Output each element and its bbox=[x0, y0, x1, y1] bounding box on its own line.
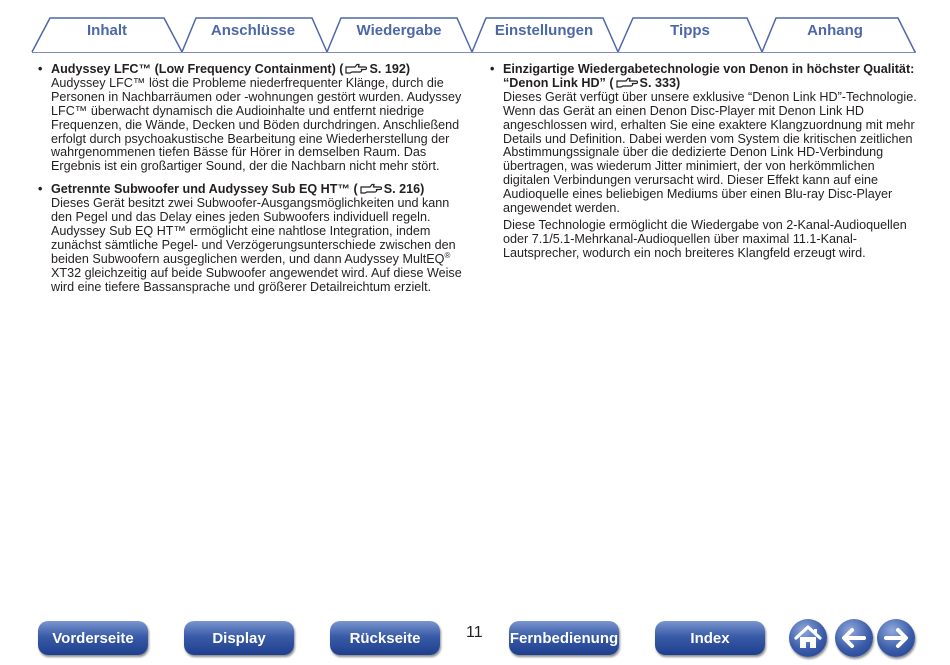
tab-wiedergabe[interactable]: Wiedergabe bbox=[356, 22, 442, 39]
tab-anhang[interactable]: Anhang bbox=[807, 22, 863, 39]
left-column bbox=[38, 63, 466, 304]
display-button[interactable]: Display bbox=[184, 621, 294, 655]
remote-control-button[interactable]: Fernbedienung bbox=[509, 621, 619, 655]
body-text: XT32 gleichzeitig auf beide Subwoofer angewendet wird. Auf diese Weise wird eine tiefere Bassansprache und größerer Detailreichtum erzielt. bbox=[51, 265, 462, 294]
feature-item-denon-link bbox=[490, 63, 922, 261]
page-reference-link[interactable] bbox=[614, 76, 681, 90]
feature-title-lfc bbox=[51, 63, 466, 77]
tab-inhalt[interactable]: Inhalt bbox=[87, 22, 127, 39]
tab-tipps[interactable]: Tipps bbox=[670, 22, 710, 39]
feature-body-lfc: Audyssey LFC™ löst die Probleme niederfrequenter Klänge, durch die Personen in Nachbarräumen oder -wohnungen gestört wurden. Audyssey LFC™ überwacht dynamisch die Audioinhalte und entfernt niedrige Frequenzen, die Wände, Decken und Böden durchdringen. Anschließend erfolgt durch psychoakustische Bearbeitung eine Wiederherstellung der wahrgenommenen tiefen Bässe für Hörer in demselben Raum. Das Ergebnis ist ein großartiger Sound, der die Nachbarn nicht mehr stört. bbox=[51, 75, 462, 174]
tab-bar bbox=[0, 0, 950, 56]
bullet: • bbox=[490, 62, 495, 76]
home-button[interactable] bbox=[789, 619, 827, 657]
index-button[interactable]: Index bbox=[655, 621, 765, 655]
back-button[interactable] bbox=[835, 619, 873, 657]
page-reference: S. 216) bbox=[383, 182, 425, 197]
tab-einstellungen[interactable]: Einstellungen bbox=[494, 22, 594, 39]
feature-title-text: Einzigartige Wiedergabetechnologie von Denon in höchster Qualität: “Denon Link HD” ( bbox=[503, 62, 915, 90]
front-panel-button[interactable]: Vorderseite bbox=[38, 621, 148, 655]
bullet: • bbox=[38, 182, 43, 197]
feature-title-denon-link bbox=[503, 63, 922, 91]
feature-item-lfc bbox=[38, 63, 466, 174]
feature-body-denon-link-2: Diese Technologie ermöglicht die Wiedergabe von 2-Kanal-Audioquellen oder 7.1/5.1-Mehrkanal-Audioquellen über maximal 11.1-Kanal-Lautsprecher, wodurch ein noch breiteres Klangfeld erzeugt wird. bbox=[503, 217, 907, 260]
feature-title-text: Getrennte Subwoofer und Audyssey Sub EQ HT™ ( bbox=[51, 182, 358, 197]
registered-mark: ® bbox=[444, 250, 451, 260]
rear-panel-button[interactable]: Rückseite bbox=[330, 621, 440, 655]
reference-hand-icon bbox=[616, 77, 638, 88]
reference-hand-icon bbox=[345, 63, 367, 74]
feature-title-sub-eq bbox=[51, 183, 466, 197]
page-reference: S. 333) bbox=[639, 75, 681, 90]
feature-body-denon-link: Dieses Gerät verfügt über unsere exklusive “Denon Link HD”-Technologie. Wenn das Gerät an einen Denon Disc-Player mit Denon Link HD angeschlossen wird, erhalten Sie eine exaktere Klangzuordnung mit mehr Details und Definition. Dabei werden vom System die kritischen zeitlichen Abstimmungssignale über die dedizierte Denon Link HD-Verbindung übertragen, was wiederum Jitter minimiert, der von herkömmlichen digitalen Verbindungen verursacht wird. Dieser Effekt kann auf eine Audioquelle eines beliebigen Mediums über einen Blu-ray Disc-Player angewendet werden. bbox=[503, 89, 917, 216]
tab-anschluesse[interactable]: Anschlüsse bbox=[210, 22, 296, 39]
feature-body-sub-eq bbox=[51, 197, 466, 294]
body-text: Dieses Gerät besitzt zwei Subwoofer-Ausgangsmöglichkeiten und kann den Pegel und das Delay eines jeden Subwoofers individuell regeln. Audyssey Sub EQ HT™ ermöglicht eine nahtlose Integration, indem zunächst sämtliche Pegel- und Verzögerungsunterschiede zwischen den beiden Subwoofern ausgeglichen werden, und dann Audyssey MultEQ bbox=[51, 196, 456, 266]
page-number: 11 bbox=[466, 624, 483, 641]
bullet: • bbox=[38, 62, 43, 76]
right-column bbox=[490, 63, 922, 270]
back-arrow-icon bbox=[835, 619, 873, 657]
feature-title-text: Audyssey LFC™ (Low Frequency Containment) ( bbox=[51, 62, 344, 76]
home-icon bbox=[789, 619, 827, 657]
forward-arrow-icon bbox=[877, 619, 915, 657]
feature-item-sub-eq bbox=[38, 183, 466, 294]
reference-hand-icon bbox=[360, 183, 382, 194]
page-reference-link[interactable] bbox=[358, 182, 425, 196]
page-reference: S. 192) bbox=[369, 62, 411, 76]
page-reference-link[interactable] bbox=[343, 62, 410, 76]
forward-button[interactable] bbox=[877, 619, 915, 657]
